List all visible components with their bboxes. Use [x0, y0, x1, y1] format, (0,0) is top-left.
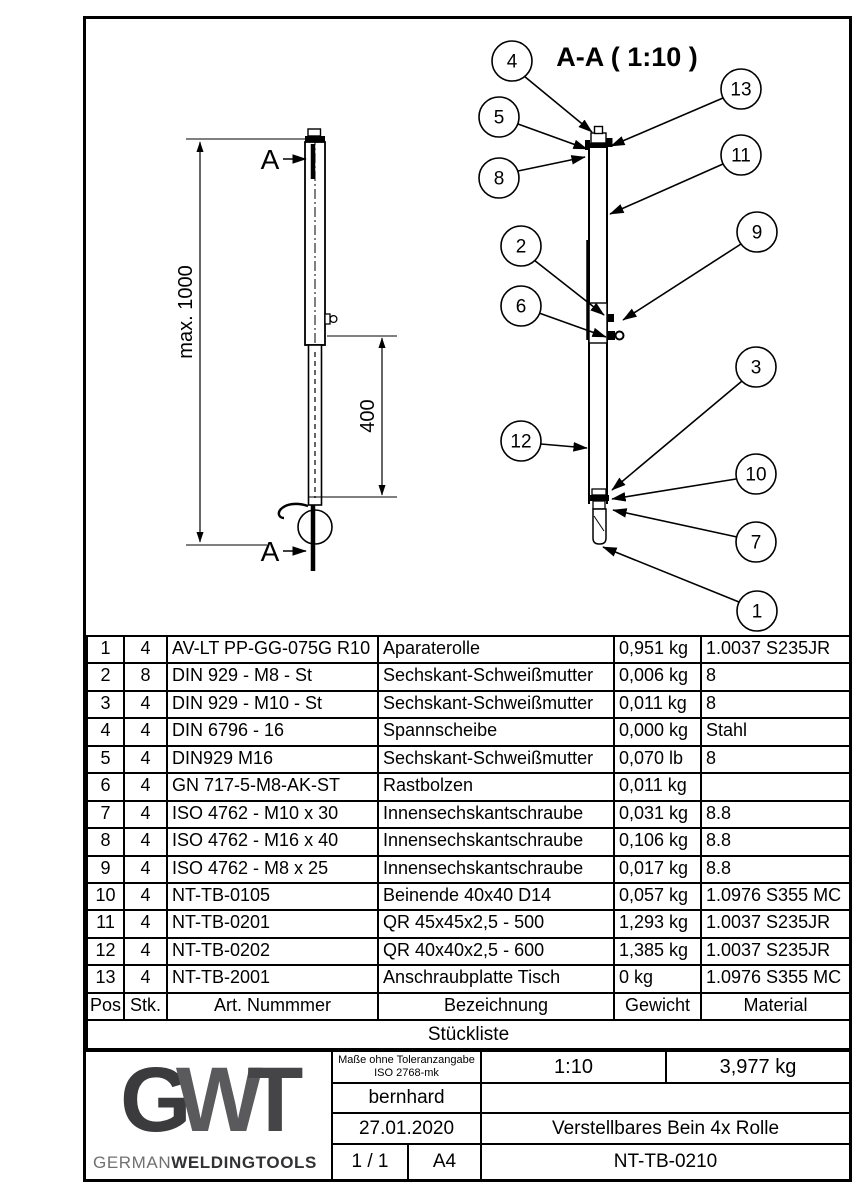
- balloon-1: [737, 591, 777, 631]
- part-description: Anschraubplatte Tisch: [378, 965, 614, 992]
- parts-list: [86, 635, 849, 1050]
- header-art: Art. Nummmer: [167, 993, 378, 1020]
- part-pos: 11: [87, 910, 124, 937]
- part-weight: 0,006 kg: [614, 663, 701, 690]
- drawing-scale: 1:10: [480, 1050, 665, 1082]
- section-label-a-top: A: [260, 144, 280, 175]
- parts-header-row: [87, 993, 850, 1020]
- part-material: [701, 773, 850, 800]
- header-material: Material: [701, 993, 850, 1020]
- balloon-12: [501, 421, 541, 461]
- part-description: Sechskant-Schweißmutter: [378, 663, 614, 690]
- svg-text:9: 9: [751, 222, 763, 244]
- part-description: Sechskant-Schweißmutter: [378, 746, 614, 773]
- total-weight: 3,977 kg: [665, 1050, 849, 1082]
- svg-text:3: 3: [750, 357, 762, 379]
- part-weight: 0,031 kg: [614, 801, 701, 828]
- part-pos: 6: [87, 773, 124, 800]
- part-number: GN 717-5-M8-AK-ST: [167, 773, 378, 800]
- svg-text:4: 4: [506, 51, 518, 73]
- section-view-title: A-A ( 1:10 ): [556, 42, 698, 72]
- svg-text:1: 1: [751, 601, 763, 623]
- part-pos: 7: [87, 801, 124, 828]
- parts-row: [87, 965, 850, 992]
- title-block: [86, 1050, 849, 1179]
- part-material: 1.0976 S355 MC: [701, 965, 850, 992]
- part-qty: 4: [124, 773, 167, 800]
- header-desc: Bezeichnung: [378, 993, 614, 1020]
- dim-max-1000-label: max. 1000: [175, 265, 197, 359]
- part-description: QR 45x45x2,5 - 500: [378, 910, 614, 937]
- balloon-10: [736, 454, 776, 494]
- svg-text:2: 2: [515, 236, 527, 258]
- drawing-number: NT-TB-0210: [480, 1143, 849, 1179]
- svg-text:8: 8: [493, 168, 505, 190]
- part-weight: 0,057 kg: [614, 883, 701, 910]
- part-weight: 1,293 kg: [614, 910, 701, 937]
- balloon-callouts: [479, 41, 777, 631]
- part-number: AV-LT PP-GG-075G R10: [167, 636, 378, 663]
- svg-text:5: 5: [493, 107, 505, 129]
- paper-format: A4: [407, 1143, 480, 1179]
- balloon-7: [736, 522, 776, 562]
- part-qty: 4: [124, 856, 167, 883]
- part-description: QR 40x40x2,5 - 600: [378, 938, 614, 965]
- part-material: 8.8: [701, 828, 850, 855]
- parts-row: [87, 691, 850, 718]
- part-material: 1.0037 S235JR: [701, 910, 850, 937]
- part-number: DIN 929 - M10 - St: [167, 691, 378, 718]
- part-qty: 4: [124, 801, 167, 828]
- part-weight: 0,017 kg: [614, 856, 701, 883]
- balloon-5: [479, 97, 519, 137]
- header-weight: Gewicht: [614, 993, 701, 1020]
- sheet-frame: [83, 16, 852, 1182]
- part-pos: 10: [87, 883, 124, 910]
- balloon-8: [479, 158, 519, 198]
- parts-row: [87, 636, 850, 663]
- header-qty: Stk.: [124, 993, 167, 1020]
- part-number: NT-TB-0202: [167, 938, 378, 965]
- dim-400-label: 400: [357, 399, 379, 433]
- part-pos: 13: [87, 965, 124, 992]
- part-description: Spannscheibe: [378, 718, 614, 745]
- sheet-number: 1 / 1: [331, 1143, 407, 1179]
- balloon-13: [721, 69, 761, 109]
- part-qty: 4: [124, 718, 167, 745]
- part-pos: 5: [87, 746, 124, 773]
- balloon-11: [721, 135, 761, 175]
- parts-row: [87, 856, 850, 883]
- part-material: 1.0037 S235JR: [701, 636, 850, 663]
- part-weight: 0 kg: [614, 965, 701, 992]
- part-pos: 2: [87, 663, 124, 690]
- part-pos: 3: [87, 691, 124, 718]
- part-material: 1.0976 S355 MC: [701, 883, 850, 910]
- part-pos: 4: [87, 718, 124, 745]
- part-number: ISO 4762 - M10 x 30: [167, 801, 378, 828]
- dimension-max-1000: [175, 139, 320, 545]
- part-qty: 4: [124, 828, 167, 855]
- part-qty: 4: [124, 691, 167, 718]
- logo-gwt: GWT: [120, 1049, 288, 1151]
- index-bolt-section: [589, 303, 624, 343]
- part-description: Sechskant-Schweißmutter: [378, 691, 614, 718]
- part-description: Beinende 40x40 D14: [378, 883, 614, 910]
- drawing-area: [86, 19, 849, 635]
- svg-text:7: 7: [750, 532, 762, 554]
- part-number: DIN 929 - M8 - St: [167, 663, 378, 690]
- part-description: Innensechskantschraube: [378, 801, 614, 828]
- balloon-4: [492, 41, 532, 81]
- part-material: 8: [701, 746, 850, 773]
- index-bolt-side: [325, 314, 337, 324]
- part-qty: 4: [124, 938, 167, 965]
- part-number: NT-TB-2001: [167, 965, 378, 992]
- part-qty: 4: [124, 883, 167, 910]
- parts-row: [87, 883, 850, 910]
- part-weight: 0,011 kg: [614, 773, 701, 800]
- front-view: [175, 129, 397, 571]
- balloon-2: [501, 226, 541, 266]
- titleblock-empty-cell: [480, 1082, 849, 1112]
- part-number: DIN929 M16: [167, 746, 378, 773]
- part-material: 8: [701, 663, 850, 690]
- part-description: Innensechskantschraube: [378, 856, 614, 883]
- drawing-title: Verstellbares Bein 4x Rolle: [480, 1112, 849, 1143]
- svg-text:6: 6: [515, 296, 527, 318]
- logo-wordmark: GERMANWELDINGTOOLS: [93, 1153, 317, 1172]
- part-description: Innensechskantschraube: [378, 828, 614, 855]
- part-number: ISO 4762 - M8 x 25: [167, 856, 378, 883]
- part-pos: 12: [87, 938, 124, 965]
- part-material: 8.8: [701, 856, 850, 883]
- parts-row: [87, 938, 850, 965]
- balloon-6: [501, 286, 541, 326]
- part-description: Rastbolzen: [378, 773, 614, 800]
- parts-list-title-row: [87, 1020, 850, 1049]
- parts-row: [87, 773, 850, 800]
- part-weight: 0,000 kg: [614, 718, 701, 745]
- part-qty: 4: [124, 636, 167, 663]
- part-number: DIN 6796 - 16: [167, 718, 378, 745]
- author-name: bernhard: [331, 1082, 480, 1112]
- part-qty: 4: [124, 910, 167, 937]
- header-pos: Pos: [87, 993, 124, 1020]
- part-material: 8.8: [701, 801, 850, 828]
- part-description: Aparaterolle: [378, 636, 614, 663]
- part-number: ISO 4762 - M16 x 40: [167, 828, 378, 855]
- parts-row: [87, 718, 850, 745]
- part-weight: 1,385 kg: [614, 938, 701, 965]
- parts-row: [87, 801, 850, 828]
- svg-text:13: 13: [730, 79, 752, 101]
- company-logo: [86, 1050, 331, 1179]
- part-weight: 0,106 kg: [614, 828, 701, 855]
- parts-row: [87, 910, 850, 937]
- balloon-3: [736, 347, 776, 387]
- part-material: 8: [701, 691, 850, 718]
- tolerance-note: Maße ohne Toleranzangabe ISO 2768-mk: [331, 1050, 480, 1082]
- part-weight: 0,011 kg: [614, 691, 701, 718]
- part-pos: 8: [87, 828, 124, 855]
- part-material: Stahl: [701, 718, 850, 745]
- parts-row: [87, 663, 850, 690]
- part-qty: 4: [124, 965, 167, 992]
- part-pos: 9: [87, 856, 124, 883]
- parts-list-title: Stückliste: [87, 1020, 850, 1049]
- leg-end-section: [589, 489, 609, 544]
- drawing-date: 27.01.2020: [331, 1112, 480, 1143]
- parts-row: [87, 746, 850, 773]
- balloon-9: [737, 212, 777, 252]
- svg-text:12: 12: [510, 431, 532, 453]
- section-label-a-bottom: A: [260, 536, 280, 567]
- top-cap: [305, 129, 325, 143]
- part-pos: 1: [87, 636, 124, 663]
- part-weight: 0,951 kg: [614, 636, 701, 663]
- parts-table-body: [87, 636, 850, 1049]
- part-qty: 4: [124, 746, 167, 773]
- part-weight: 0,070 lb: [614, 746, 701, 773]
- part-number: NT-TB-0201: [167, 910, 378, 937]
- part-number: NT-TB-0105: [167, 883, 378, 910]
- parts-row: [87, 828, 850, 855]
- part-material: 1.0037 S235JR: [701, 938, 850, 965]
- svg-text:11: 11: [731, 145, 751, 167]
- part-qty: 8: [124, 663, 167, 690]
- svg-text:10: 10: [745, 464, 767, 486]
